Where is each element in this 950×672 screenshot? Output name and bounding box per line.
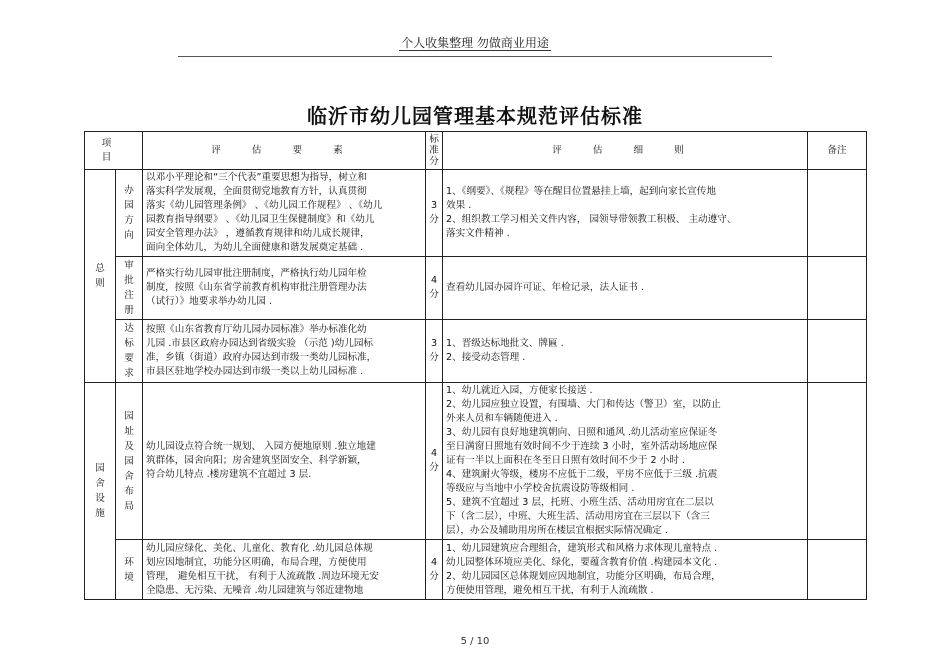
subitem-char: 址 — [124, 425, 134, 437]
subitem-char: 审 — [124, 260, 134, 271]
score-char: 4 — [430, 448, 438, 459]
subitem-cell — [116, 320, 143, 383]
category-char: 施 — [95, 508, 105, 519]
subitem-char: 及 — [124, 440, 134, 452]
subitem-char: 境 — [124, 571, 134, 583]
header-criteria: 评 估 要 素 — [143, 132, 426, 170]
detail-line: 效果 . — [446, 200, 472, 211]
detail-line: 至日满窗日照地有效时间不少于连续 3 小时，室外活动场地应保 — [446, 441, 718, 452]
score-cell — [426, 257, 443, 320]
score-char: 4 — [430, 275, 438, 286]
criteria-line: 符合幼儿特点 .楼房建筑不宜超过 3 层. — [146, 469, 312, 480]
detail-cell — [443, 320, 808, 383]
criteria-line: 严格实行幼儿园审批注册制度，严格执行幼儿园年检 — [146, 268, 367, 279]
subitem-char: 舍 — [124, 470, 134, 482]
criteria-line: 筑群体，园舍向阳；房舍建筑坚固安全、科学新颖， — [146, 455, 367, 466]
header-standard-score: 标 准 分 — [426, 132, 443, 170]
detail-line: 查看幼儿园办园许可证、年检记录，法人证书 . — [446, 282, 644, 293]
subitem-char: 要 — [124, 353, 134, 364]
detail-line: 1、幼儿园建筑应合理组合，建筑形式和风格力求体现儿童特点 . — [446, 542, 718, 554]
criteria-cell — [143, 540, 426, 600]
table-header-row — [85, 132, 867, 170]
subitem-cell — [116, 257, 143, 320]
document-title: 临沂市幼儿园管理基本规范评估标准 — [307, 104, 643, 128]
remarks-cell — [808, 320, 867, 383]
criteria-line: 幼儿园应绿化、美化、儿童化、教育化 .幼儿园总体规 — [146, 542, 373, 554]
table-row — [85, 540, 867, 600]
subitem-cell — [116, 383, 143, 540]
criteria-line: 面向全体幼儿，为幼儿全面健康和谐发展奠定基础 . — [146, 242, 364, 253]
remarks-cell — [808, 170, 867, 257]
detail-line: 2、组织教工学习相关文件内容， 园领导带领教工积极、 主动遵守、 — [446, 214, 737, 225]
table-row — [85, 257, 867, 320]
subitem-char: 园 — [124, 455, 134, 467]
criteria-line: 落实《幼儿园管理条例》 、《幼儿园工作规程》 、《幼儿 — [146, 200, 383, 211]
subitem-char: 向 — [124, 230, 134, 241]
subitem-char: 求 — [124, 368, 134, 379]
criteria-line: 市县区驻地学校办园达到市级一类以上幼儿园标准 . — [146, 366, 364, 377]
detail-line: 证有一半以上面积在冬至日日照有效时间不少于 2 小时 . — [446, 455, 685, 466]
subitem-char: 注 — [124, 290, 134, 301]
subitem-char: 园 — [124, 200, 134, 211]
subitem-char: 办 — [124, 185, 134, 196]
subitem-char: 园 — [124, 410, 134, 422]
subitem-char: 方 — [124, 215, 134, 226]
detail-line: 等级应与当地中小学校舍抗震设防等级相同 . — [446, 483, 635, 494]
detail-line: 外来人员和车辆随便进入 . — [446, 413, 558, 424]
detail-line: 1、幼儿就近入园，方便家长接送 . — [446, 385, 593, 396]
score-char: 分 — [429, 289, 439, 300]
subitem-char: 标 — [124, 338, 134, 349]
detail-line: 2、幼儿园园区总体规划应因地制宜，功能分区明确，布局合理， — [446, 570, 721, 582]
detail-line: 5、建筑不宜超过 3 层，托班、小班生活、活动用房宜在二层以 — [446, 497, 714, 508]
criteria-line: （试行）》地要求举办幼儿园 . — [146, 296, 273, 307]
score-char: 分 — [429, 352, 439, 363]
detail-line: 方便使用管理，避免相互干扰，有利于人流疏散 . — [446, 584, 654, 596]
header-rule — [178, 56, 772, 57]
subitem-char: 布 — [124, 485, 134, 497]
category-char: 园 — [95, 463, 105, 474]
detail-line: 1、《纲要》、《规程》等在醒目位置悬挂上墙，起到向家长宣传地 — [446, 186, 716, 197]
category-cell — [85, 383, 116, 600]
score-char: 分 — [429, 462, 439, 473]
criteria-line: 制度，按照《山东省学前教育机构审批注册管理办法 — [146, 282, 367, 293]
score-char: 3 — [430, 200, 438, 211]
detail-line: 落实文件精神 . — [446, 228, 510, 239]
detail-cell — [443, 540, 808, 600]
header-text: 个人收集整理 勿做商业用途 — [401, 36, 549, 50]
detail-line: 1、晋级达标地批文、牌匾 . — [446, 338, 564, 349]
detail-cell — [443, 383, 808, 540]
page-header — [0, 34, 950, 51]
remarks-cell — [808, 257, 867, 320]
subitem-char: 批 — [124, 275, 134, 286]
detail-line: 2、接受动态管理 . — [446, 352, 526, 363]
subitem-char: 环 — [124, 556, 134, 568]
criteria-line: 以邓小平理论和“三个代表”重要思想为指导，树立和 — [146, 172, 368, 183]
subitem-char: 达 — [124, 323, 134, 334]
criteria-line: 儿园 .市县区政府办园达到省级实验 （示范 )幼儿园标 — [146, 338, 374, 349]
criteria-line: 划应因地制宜，功能分区明确，布局合理，方便使用 — [146, 556, 367, 568]
detail-cell — [443, 257, 808, 320]
detail-line: 3、幼儿园有良好地建筑朝向、日照和通风 .幼儿活动室应保证冬 — [446, 427, 718, 438]
subitem-cell — [116, 170, 143, 257]
criteria-cell — [143, 257, 426, 320]
detail-line: 下（含二层），中班、大班生活、活动用房宜在三层以下（含三 — [446, 511, 710, 522]
criteria-line: 管理， 避免相互干扰， 有利于人流疏散 .周边环境无安 — [146, 570, 379, 582]
score-char: 分 — [429, 570, 439, 582]
criteria-cell — [143, 383, 426, 540]
score-cell — [426, 540, 443, 600]
score-char: 分 — [429, 214, 439, 225]
criteria-line: 按照《山东省教育厅幼儿园办园标准》举办标准化幼 — [146, 324, 367, 335]
detail-line: 层），办公及辅助用房所在楼层宜根据实际情况确定 . — [446, 525, 668, 536]
detail-line: 4、建筑耐火等级，楼房不应低于二级，平房不应低于三级 .抗震 — [446, 469, 718, 480]
category-char: 总 — [95, 263, 105, 274]
score-char: 3 — [430, 338, 438, 349]
category-char: 设 — [95, 493, 105, 504]
score-cell — [426, 383, 443, 540]
score-cell — [426, 320, 443, 383]
criteria-line: 准，乡镇（街道）政府办园达到市级一类幼儿园标准， — [146, 352, 377, 363]
detail-line: 2、幼儿园应独立设置，有围墙、大门和传达（警卫）室，以防止 — [446, 399, 721, 410]
subitem-char: 册 — [124, 305, 134, 316]
page-number: 5 / 10 — [460, 636, 490, 647]
table-row — [85, 170, 867, 257]
category-char: 舍 — [95, 478, 105, 489]
table-row — [85, 383, 867, 540]
detail-line: 幼儿园整体环境应美化、绿化，要蕴含教育价值 .构建园本文化 . — [446, 556, 718, 568]
category-char: 则 — [95, 278, 105, 289]
remarks-cell — [808, 540, 867, 600]
criteria-line: 园安全管理办法》 ，遵循教育规律和幼儿成长规律， — [146, 228, 370, 239]
header-item: 项 目 — [85, 132, 143, 170]
header-details: 评 估 细 则 — [443, 132, 808, 170]
subitem-char: 局 — [124, 500, 134, 512]
criteria-cell — [143, 170, 426, 257]
criteria-cell — [143, 320, 426, 383]
criteria-line: 落实科学发展观，全面贯彻党地教育方针，认真贯彻 — [146, 186, 367, 197]
criteria-line: 全隐患、无污染、无噪音 .幼儿园建筑与邻近建物地 — [146, 584, 364, 596]
evaluation-table — [84, 131, 867, 600]
subitem-cell — [116, 540, 143, 600]
table-row — [85, 320, 867, 383]
criteria-line: 园教育指导纲要》 、《幼儿园卫生保健制度》和《幼儿 — [146, 214, 375, 225]
score-char: 4 — [430, 556, 438, 568]
category-cell — [85, 170, 116, 383]
score-cell — [426, 170, 443, 257]
remarks-cell — [808, 383, 867, 540]
header-remarks: 备注 — [808, 132, 867, 170]
detail-cell — [443, 170, 808, 257]
criteria-line: 幼儿园设点符合统一规划、 入园方便地原则 .独立地建 — [146, 441, 376, 452]
